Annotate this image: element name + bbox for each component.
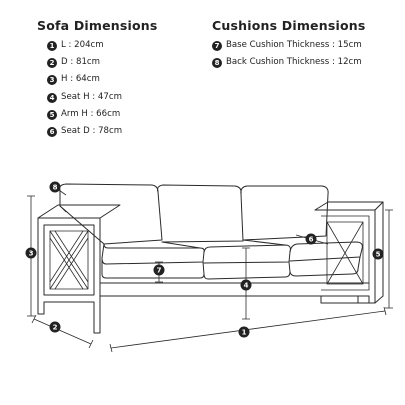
- marker-4-callout: [241, 280, 252, 291]
- marker-3-icon: 3: [47, 75, 57, 85]
- svg-text:4: 4: [243, 281, 249, 290]
- marker-7-icon: 7: [212, 41, 222, 51]
- marker-6-icon: 6: [47, 127, 57, 137]
- marker-3-callout: [26, 248, 37, 259]
- svg-text:3: 3: [28, 249, 34, 258]
- spec-height-text: H : 64cm: [61, 74, 100, 84]
- marker-8-callout: [50, 182, 61, 193]
- spec-depth-text: D : 81cm: [61, 57, 101, 67]
- dimension-lines: [27, 188, 393, 352]
- spec-seat-height-text: Seat H : 47cm: [61, 92, 122, 102]
- marker-1-callout: [239, 327, 250, 338]
- svg-text:1: 1: [241, 328, 247, 337]
- marker-8-icon: 8: [212, 58, 222, 68]
- sofa-frame: [100, 283, 369, 303]
- marker-5-icon: 5: [47, 110, 57, 120]
- marker-2-icon: 2: [47, 58, 57, 68]
- sofa-dimensions-heading: Sofa Dimensions: [37, 18, 158, 33]
- marker-5-callout: [373, 249, 384, 260]
- left-arm: [38, 205, 120, 333]
- marker-1-icon: 1: [47, 41, 57, 51]
- spec-base-cushion-text: Base Cushion Thickness : 15cm: [226, 40, 362, 50]
- svg-text:8: 8: [52, 183, 58, 192]
- marker-7-callout: [154, 265, 165, 276]
- svg-text:6: 6: [308, 235, 314, 244]
- spec-arm-height-text: Arm H : 66cm: [61, 109, 121, 119]
- marker-6-callout: [306, 234, 317, 245]
- svg-text:2: 2: [52, 323, 58, 332]
- svg-text:5: 5: [375, 250, 381, 259]
- spec-back-cushion-text: Back Cushion Thickness : 12cm: [226, 57, 362, 67]
- marker-4-icon: 4: [47, 93, 57, 103]
- cushions-dimensions-heading: Cushions Dimensions: [212, 18, 366, 33]
- spec-seat-depth-text: Seat D : 78cm: [61, 126, 123, 136]
- marker-2-callout: [50, 322, 61, 333]
- spec-length-text: L : 204cm: [61, 40, 104, 50]
- seat-cushions: [102, 240, 362, 279]
- back-cushions: [56, 184, 328, 244]
- svg-text:7: 7: [156, 266, 162, 275]
